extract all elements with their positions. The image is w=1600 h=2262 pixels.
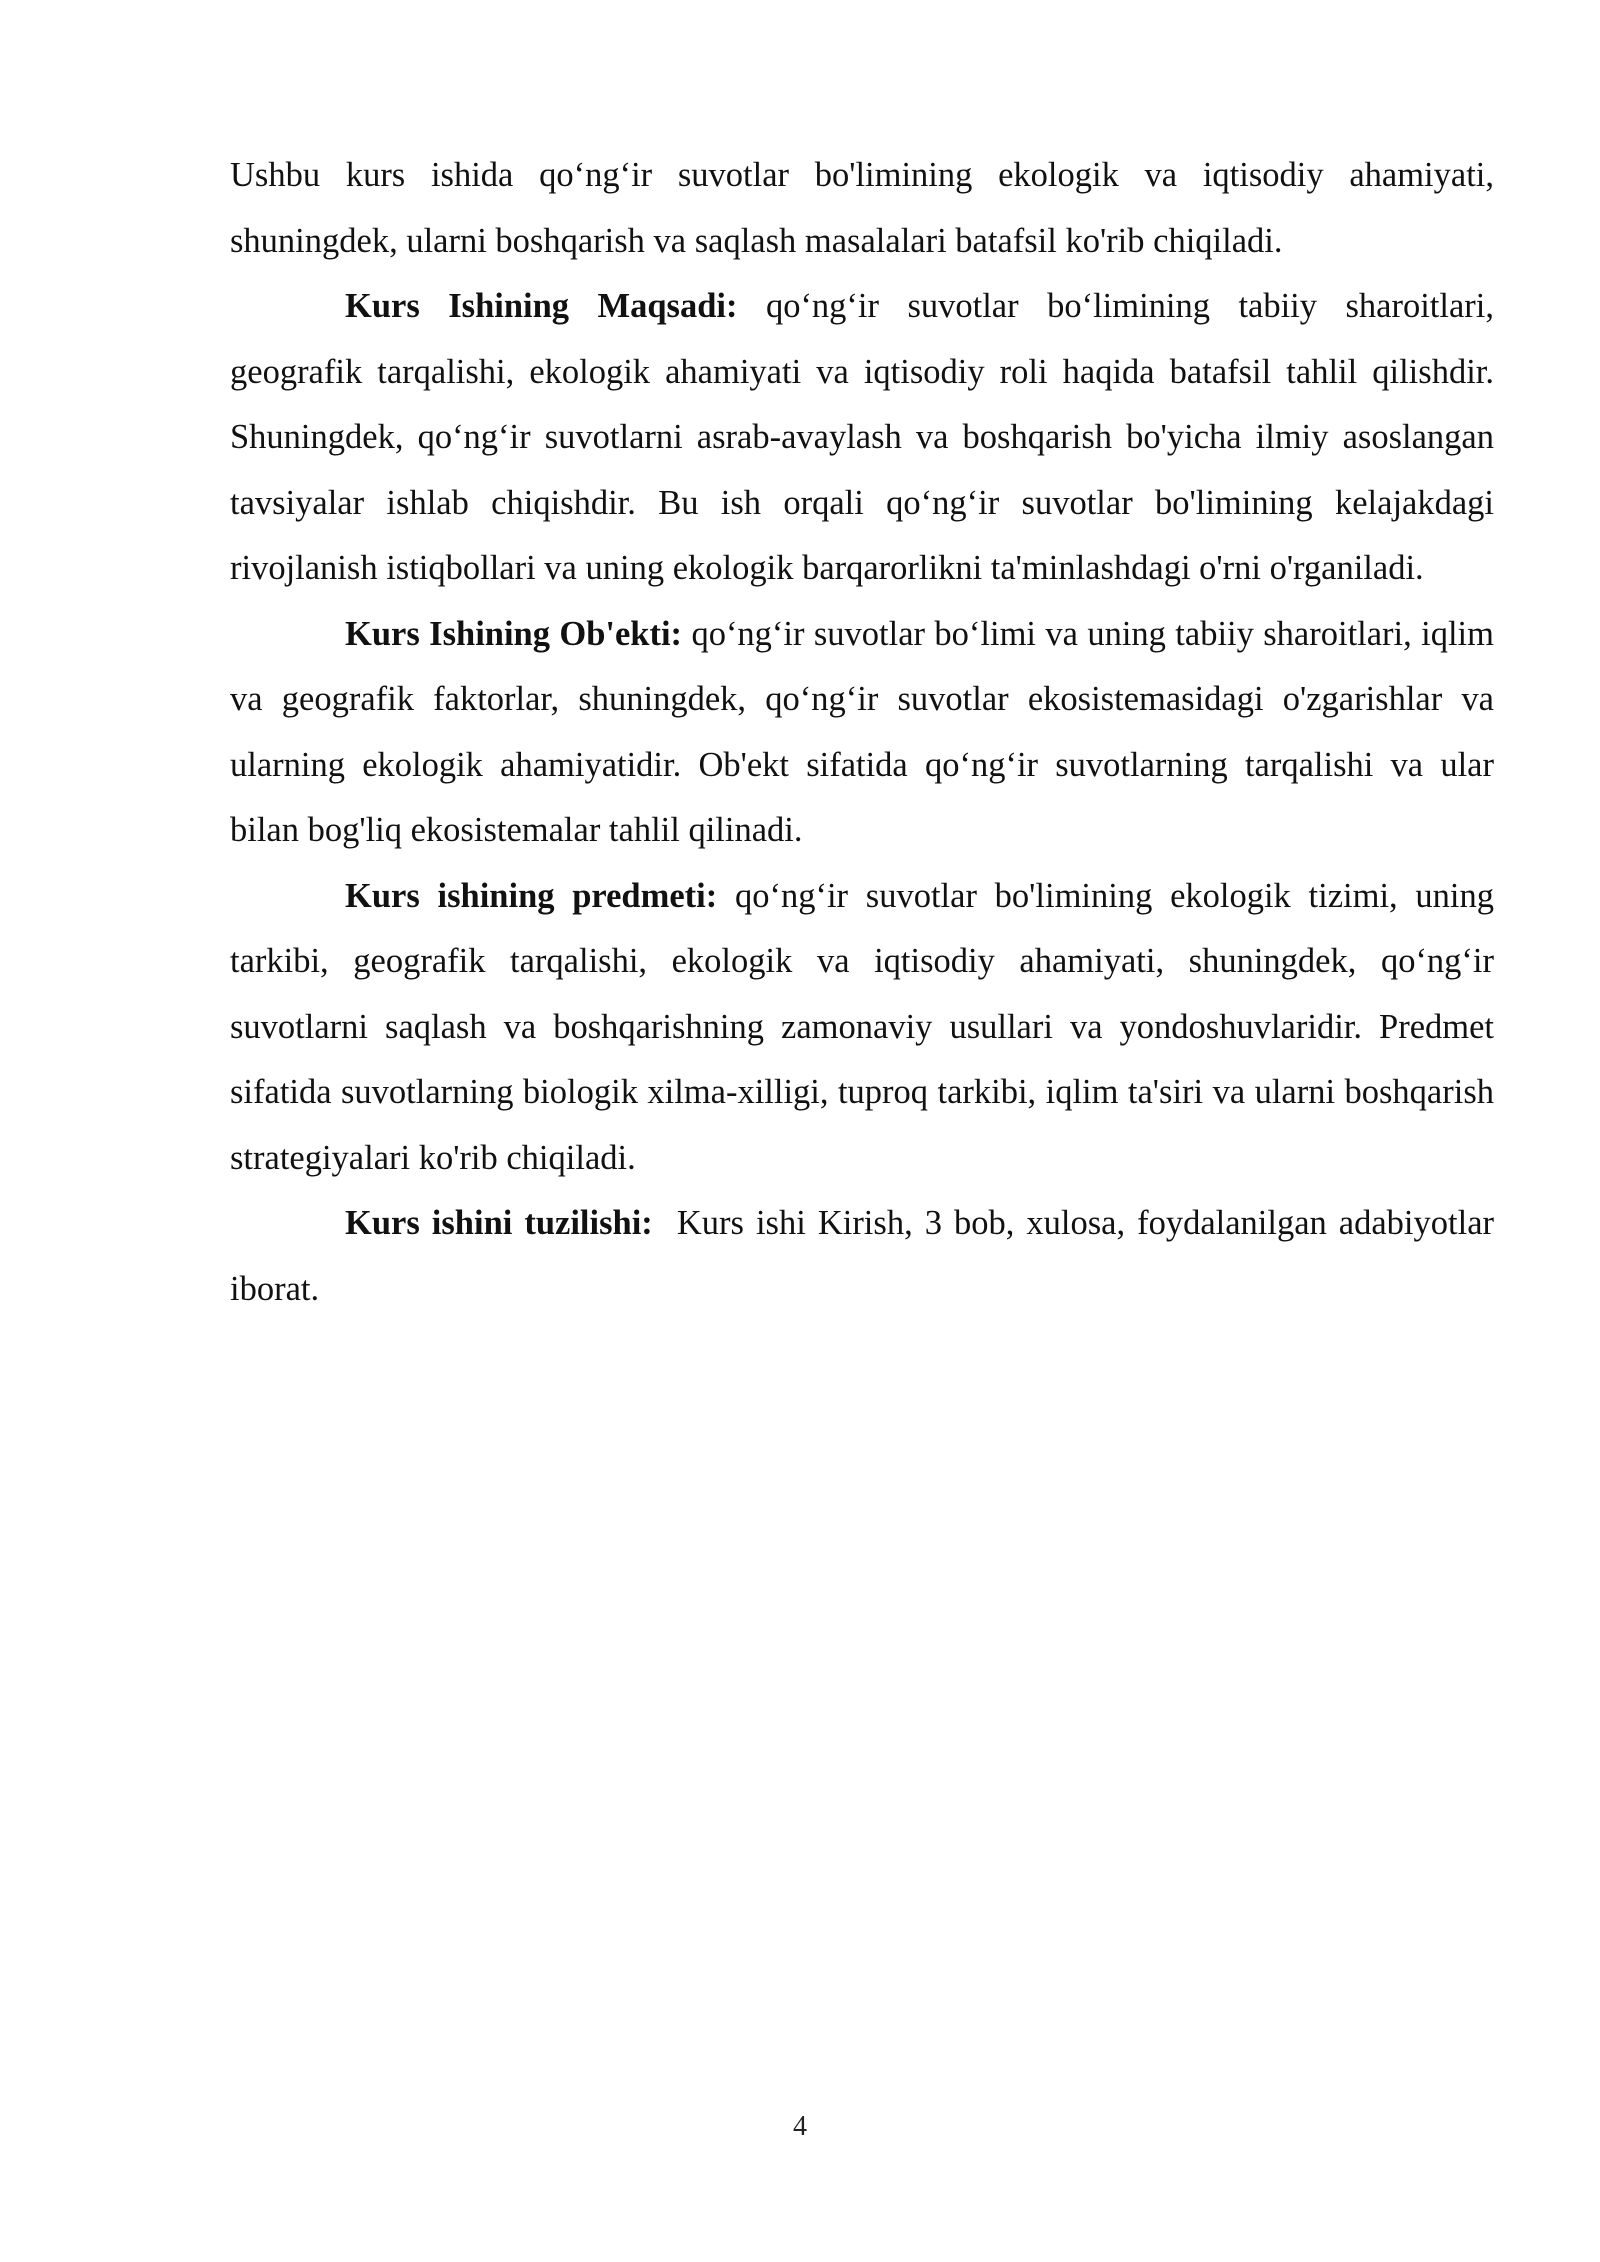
- paragraph-text: Ushbu kurs ishida qo‘ng‘ir suvotlar bo'limining ekologik va iqtisodiy ahamiyati, shuningdek, ularni boshqarish va saqlash masalalari batafsil ko'rib chiqiladi.: [230, 156, 1494, 260]
- paragraph-heading: Kurs ishini tuzilishi:: [345, 1204, 677, 1242]
- goal-paragraph: [230, 274, 1494, 602]
- document-body: [230, 143, 1494, 1322]
- paragraph-heading: Kurs ishining predmeti:: [345, 876, 735, 915]
- paragraph-text: Kurs ishi Kirish, 3 bob, xulosa, foydalanilgan adabiyotlar iborat.: [230, 1204, 1494, 1308]
- intro-paragraph: [230, 143, 1494, 274]
- paragraph-text: qo‘ng‘ir suvotlar bo‘limi va uning tabiiy sharoitlari, iqlim va geografik faktorlar, shuningdek, qo‘ng‘ir suvotlar ekosistemasidagi o'zgarishlar va ularning ekologik ahamiyatidir. Ob'ekt sifatida qo‘ng‘ir suvotlarning tarqalishi va ular bilan bog'liq ekosistemalar tahlil qilinadi.: [230, 614, 1494, 849]
- structure-paragraph: [230, 1191, 1494, 1322]
- paragraph-heading: Kurs Ishining Maqsadi:: [345, 287, 766, 325]
- paragraph-text: qo‘ng‘ir suvotlar bo‘limining tabiiy sharoitlari, geografik tarqalishi, ekologik ahamiyati va iqtisodiy roli haqida batafsil tahlil qilishdir. Shuningdek, qo‘ng‘ir suvotlarni asrab-avaylash va boshqarish bo'yicha ilmiy asoslangan tavsiyalar ishlab chiqishdir. Bu ish orqali qo‘ng‘ir suvotlar bo'limining kelajakdagi rivojlanish istiqbollari va uning ekologik barqarorlikni ta'minlashdagi o'rni o'rganiladi.: [230, 287, 1494, 587]
- page-number: 4: [793, 2111, 807, 2142]
- subject-paragraph: [230, 864, 1494, 1192]
- paragraph-text: qo‘ng‘ir suvotlar bo'limining ekologik tizimi, uning tarkibi, geografik tarqalishi, ekologik va iqtisodiy ahamiyati, shuningdek, qo‘ng‘ir suvotlarni saqlash va boshqarishning zamonaviy usullari va yondoshuvlaridir. Predmet sifatida suvotlarning biologik xilma-xilligi, tuproq tarkibi, iqlim ta'siri va ularni boshqarish strategiyalari ko'rib chiqiladi.: [230, 876, 1494, 1177]
- paragraph-heading: Kurs Ishining Ob'ekti:: [345, 614, 692, 653]
- object-paragraph: [230, 602, 1494, 864]
